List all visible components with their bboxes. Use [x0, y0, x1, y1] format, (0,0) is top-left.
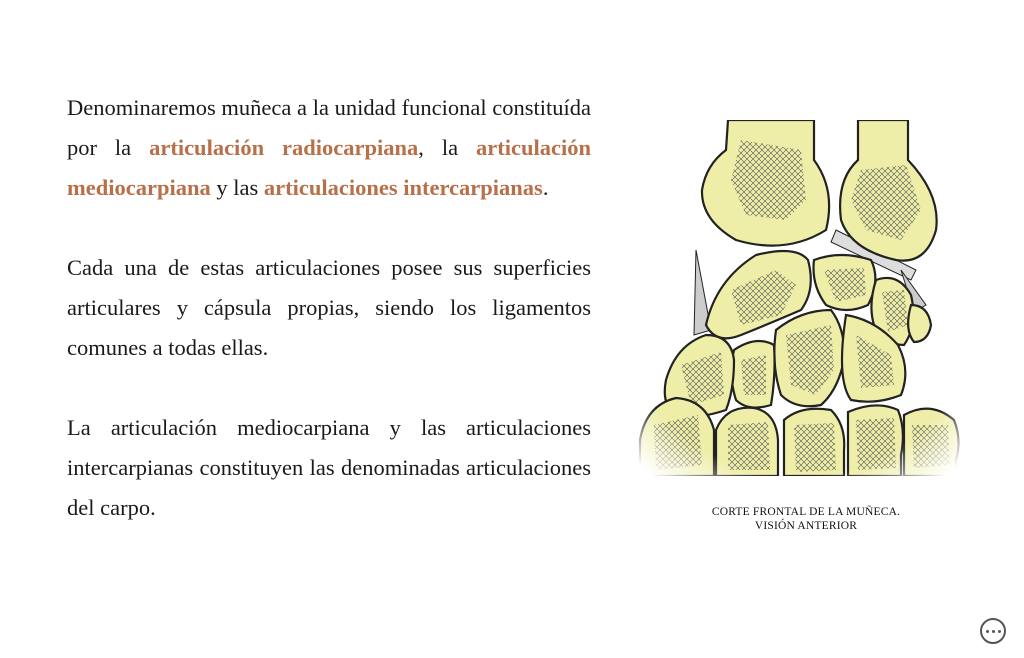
- caption-line-1: CORTE FRONTAL DE LA MUÑECA.: [711, 506, 901, 518]
- text-segment: Denominaremos muñeca a la unidad funcional constituída por la: [67, 95, 591, 160]
- more-options-button[interactable]: [980, 618, 1006, 644]
- text-segment: Cada una de estas articulaciones posee sus superficies articulares y cápsula propias, siendo los ligamentos comunes a todas ellas.: [67, 255, 591, 360]
- wrist-bones-drawing: [636, 120, 962, 476]
- paragraph-1: [67, 88, 591, 208]
- term-mediocarpiana: articulación mediocarpiana: [67, 135, 591, 200]
- more-options-icon-dot: [998, 630, 1001, 633]
- paragraph-2: [67, 248, 591, 368]
- figure-caption: [636, 505, 976, 533]
- wrist-illustration: [636, 120, 962, 476]
- text-column: [67, 88, 591, 568]
- paragraph-3: [67, 408, 591, 528]
- more-options-icon-dot: [992, 630, 995, 633]
- term-intercarpianas: articulaciones intercarpianas: [263, 175, 543, 200]
- text-segment: .: [542, 175, 549, 200]
- caption-line-2: VISIÓN ANTERIOR: [754, 520, 858, 532]
- text-segment: , la: [418, 135, 476, 160]
- text-segment: y las: [210, 175, 264, 200]
- term-radiocarpiana: articulación radiocarpiana: [149, 135, 419, 160]
- text-segment: La articulación mediocarpiana y las articulaciones intercarpianas constituyen las denominadas articulaciones del carpo.: [67, 415, 591, 520]
- more-options-icon: [986, 630, 989, 633]
